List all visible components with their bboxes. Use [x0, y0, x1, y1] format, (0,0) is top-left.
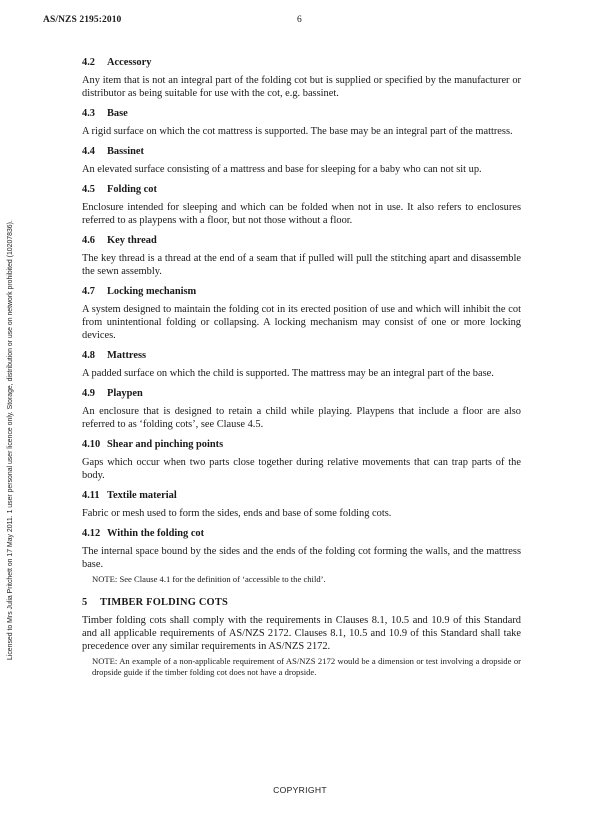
copyright-footer: COPYRIGHT	[273, 785, 327, 795]
clause-title: Key thread	[107, 235, 157, 246]
clause-text: An elevated surface consisting of a mattress and base for sleeping for a baby who can not sit up.	[82, 164, 482, 175]
clause-4-12	[82, 527, 521, 586]
clause-4-8	[82, 349, 521, 380]
clause-title: Playpen	[107, 388, 143, 399]
clause-heading	[82, 145, 521, 158]
clause-heading	[82, 107, 521, 120]
clause-number: 4.11	[82, 490, 100, 501]
clause-number: 4.3	[82, 108, 95, 119]
clause-number: 4.12	[82, 528, 101, 539]
document-body	[82, 56, 521, 689]
clause-title: Base	[107, 108, 128, 119]
clause-title: Bassinet	[107, 146, 144, 157]
page-number: 6	[297, 15, 302, 25]
clause-number: 4.2	[82, 57, 95, 68]
clause-number: 4.5	[82, 184, 95, 195]
clause-title: Mattress	[107, 350, 147, 361]
clause-text: A system designed to maintain the folding cot in its erected position of use and which will inhibit the cot from unintentional folding or collapsing. A locking mechanism may consist of one or more locking devices.	[82, 304, 521, 341]
clause-heading	[82, 438, 521, 451]
clause-title: Folding cot	[107, 184, 157, 195]
clause-heading	[82, 183, 521, 196]
clause-text: A rigid surface on which the cot mattress is supported. The base may be an integral part of the mattress.	[82, 126, 513, 137]
clause-4-3	[82, 107, 521, 138]
clause-heading	[82, 234, 521, 247]
clause-text: The key thread is a thread at the end of a seam that if pulled will pull the stitching apart and disassemble the sewn assembly.	[82, 253, 521, 277]
document-id: AS/NZS 2195:2010	[43, 15, 122, 25]
clause-text: A padded surface on which the child is supported. The mattress may be an integral part of the base.	[82, 368, 494, 379]
clause-4-7	[82, 285, 521, 342]
clause-text: Gaps which occur when two parts close together during relative movements that can trap parts of the body.	[82, 457, 521, 481]
clause-number: 4.10	[82, 439, 101, 450]
clause-title: Textile material	[107, 490, 177, 501]
clause-text: An enclosure that is designed to retain a child while playing. Playpens that include a floor are also referred to as ‘folding cots’, see Clause 4.5.	[82, 406, 521, 430]
clause-title: Within the folding cot	[107, 528, 205, 539]
section-title: TIMBER FOLDING COTS	[100, 596, 228, 608]
clause-number: 4.9	[82, 388, 95, 399]
clause-number: 4.8	[82, 350, 95, 361]
section-number: 5	[82, 596, 88, 608]
clause-text: Enclosure intended for sleeping and which can be folded when not in use. It also refers to enclosures referred to as playpens with a floor, but not those without a floor.	[82, 202, 521, 226]
clause-number: 4.7	[82, 286, 95, 297]
clause-4-6	[82, 234, 521, 278]
clause-4-4	[82, 145, 521, 176]
clause-number: 4.6	[82, 235, 95, 246]
clause-heading	[82, 285, 521, 298]
licence-notice: Licensed to Mrs Julia Pritchett on 17 May 2011. 1 user personal user licence only. Storage, distribution or use on network prohibited (10207836).	[7, 220, 14, 660]
clause-heading	[82, 349, 521, 362]
clause-heading	[82, 527, 521, 540]
clause-4-5	[82, 183, 521, 227]
clause-note: NOTE: See Clause 4.1 for the definition of ‘accessible to the child’.	[92, 574, 326, 584]
clause-4-11	[82, 489, 521, 520]
clause-title: Shear and pinching points	[107, 439, 224, 450]
clause-4-9	[82, 387, 521, 431]
section-text: Timber folding cots shall comply with the requirements in Clauses 8.1, 10.5 and 10.9 of this Standard and all applicable requirements of AS/NZS 2172. Clauses 8.1, 10.5 and 10.9 of this Standard shall take precedence over any similar requirements in AS/NZS 2172.	[82, 614, 521, 652]
section-heading	[82, 596, 521, 609]
clause-text: The internal space bound by the sides and the ends of the folding cot forming the walls, and the mattress base.	[82, 546, 521, 570]
clause-heading	[82, 56, 521, 69]
clause-text: Any item that is not an integral part of the folding cot but is supplied or specified by the manufacturer or distributor as being suitable for use with the cot, e.g. bassinet.	[82, 75, 521, 99]
clause-number: 4.4	[82, 146, 95, 157]
clause-title: Locking mechanism	[107, 286, 197, 297]
clause-title: Accessory	[107, 57, 152, 68]
clause-text: Fabric or mesh used to form the sides, ends and base of some folding cots.	[82, 508, 392, 519]
clause-heading	[82, 387, 521, 400]
clause-4-2	[82, 56, 521, 100]
section-5	[82, 596, 521, 679]
clause-4-10	[82, 438, 521, 482]
section-note: NOTE: An example of a non-applicable requirement of AS/NZS 2172 would be a dimension or test involving a dropside or dropside guide if the timber folding cot does not have a dropside.	[92, 655, 521, 677]
clause-heading	[82, 489, 521, 502]
